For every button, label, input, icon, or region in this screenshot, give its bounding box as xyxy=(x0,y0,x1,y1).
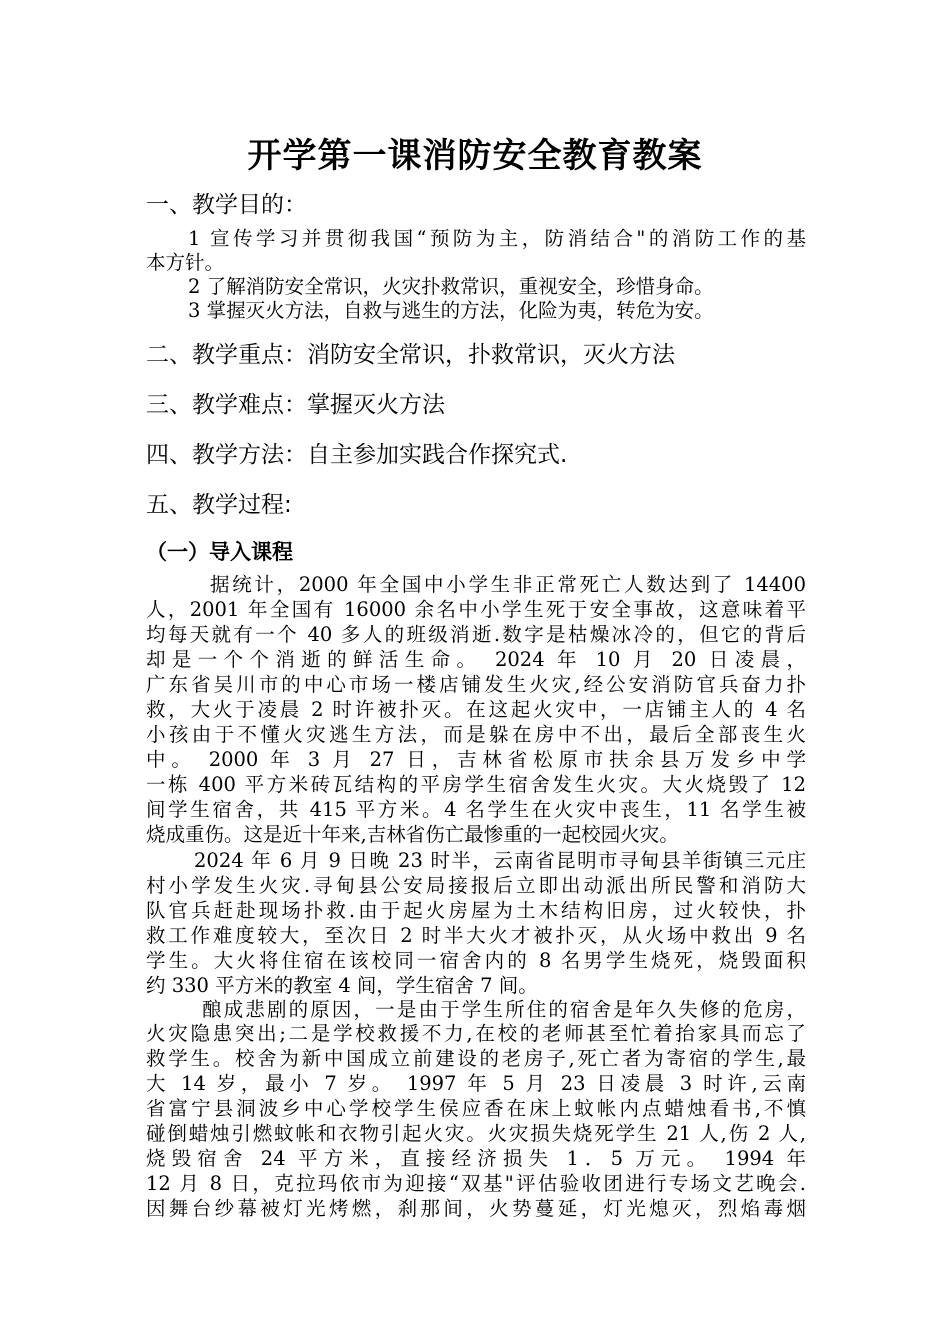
text-line: 人，2001 年全国有 16000 余名中小学生死于安全事故，这意味着平 xyxy=(146,598,806,621)
text-line: 本方针。 xyxy=(146,251,225,274)
text-line: 约 330 平方米的教室 4 间，学生宿舍 7 间。 xyxy=(146,974,538,997)
text-line: 间学生宿舍，共 415 平方米。4 名学生在火灾中丧生，11 名学生被 xyxy=(146,798,806,821)
text-line: 村小学发生火灾.寻甸县公安局接报后立即出动派出所民警和消防大 xyxy=(146,874,806,897)
text-line: 却是一个个消逝的鲜活生命。 2024 年 10 月 20 日凌晨， xyxy=(146,648,806,671)
section-heading-difficulties: 三、教学难点：掌握灭火方法 xyxy=(146,392,445,418)
text-line: 烧毁宿舍 24 平方米，直接经济损失 1．5 万元。 1994 年 xyxy=(146,1147,806,1170)
text-line: 据统计，2000 年全国中小学生非正常死亡人数达到了 14400 xyxy=(210,573,806,596)
section-heading-methods: 四、教学方法：自主参加实践合作探究式. xyxy=(146,442,568,468)
document-title: 开学第一课消防安全教育教案 xyxy=(247,136,703,176)
text-line: 救工作难度较大，至次日 2 时半大火才被扑灭，从火场中救出 9 名 xyxy=(146,924,806,947)
text-line: 火灾隐患突出;二是学校救援不力,在校的老师甚至忙着抬家具而忘了 xyxy=(146,1022,806,1045)
text-line: 2 了解消防安全常识，火灾扑救常识，重视安全，珍惜身命。 xyxy=(188,275,714,298)
text-line: 小孩由于不懂火灾逃生方法，而是躲在房中不出，最后全部丧生火 xyxy=(146,723,806,746)
section-heading-objectives: 一、教学目的： xyxy=(146,192,307,218)
text-line: 救学生。校舍为新中国成立前建设的老房子,死亡者为寄宿的学生,最 xyxy=(146,1047,806,1070)
text-line: 碰倒蜡烛引燃蚊帐和衣物引起火灾。火灾损失烧死学生 21 人,伤 2 人, xyxy=(146,1122,806,1145)
subsection-heading-intro: （一）导入课程 xyxy=(146,540,293,564)
text-line: 一栋 400 平方米砖瓦结构的平房学生宿舍发生火灾。大火烧毁了 12 xyxy=(146,773,806,796)
text-line: 学生。大火将住宿在该校同一宿舍内的 8 名男学生烧死，烧毁面积 xyxy=(146,949,806,972)
text-line: 队官兵赶赴现场扑救.由于起火房屋为土木结构旧房，过火较快，扑 xyxy=(146,899,806,922)
text-line: 省富宁县洞波乡中心学校学生侯应香在床上蚊帐内点蜡烛看书,不慎 xyxy=(146,1097,806,1120)
text-line: 广东省吴川市的中心市场一楼店铺发生火灾,经公安消防官兵奋力扑 xyxy=(146,673,806,696)
text-line: 中。 2000 年 3 月 27 日，吉林省松原市扶余县万发乡中学 xyxy=(146,748,806,771)
text-line: 因舞台纱幕被灯光烤燃，刹那间，火势蔓延，灯光熄灭，烈焰毒烟 xyxy=(146,1197,806,1220)
text-line: 3 掌握灭火方法，自救与逃生的方法，化险为夷，转危为安。 xyxy=(188,299,714,322)
section-heading-process: 五、教学过程: xyxy=(146,492,292,518)
text-line: 烧成重伤。这是近十年来,吉林省伤亡最惨重的一起校园火灾。 xyxy=(146,823,679,846)
section-heading-key-points: 二、教学重点：消防安全常识，扑救常识，灭火方法 xyxy=(146,342,675,368)
text-line: 均每天就有一个 40 多人的班级消逝.数字是枯燥冰冷的，但它的背后 xyxy=(146,623,806,646)
text-line: 酿成悲剧的原因，一是由于学生所住的宿舍是年久失修的危房， xyxy=(202,998,806,1021)
text-line: 大 14 岁，最小 7 岁。 1997 年 5 月 23 日凌晨 3 时许,云南 xyxy=(146,1072,806,1095)
text-line: 1 宣传学习并贯彻我国“预防为主，防消结合"的消防工作的基 xyxy=(188,227,806,250)
text-line: 2024 年 6 月 9 日晚 23 时半，云南省昆明市寻甸县羊街镇三元庄 xyxy=(194,849,806,872)
text-line: 救，大火于凌晨 2 时许被扑灭。在这起火灾中，一店铺主人的 4 名 xyxy=(146,698,806,721)
text-line: 12 月 8 日，克拉玛依市为迎接“双基"评估验收团进行专场文艺晚会. xyxy=(146,1172,806,1195)
